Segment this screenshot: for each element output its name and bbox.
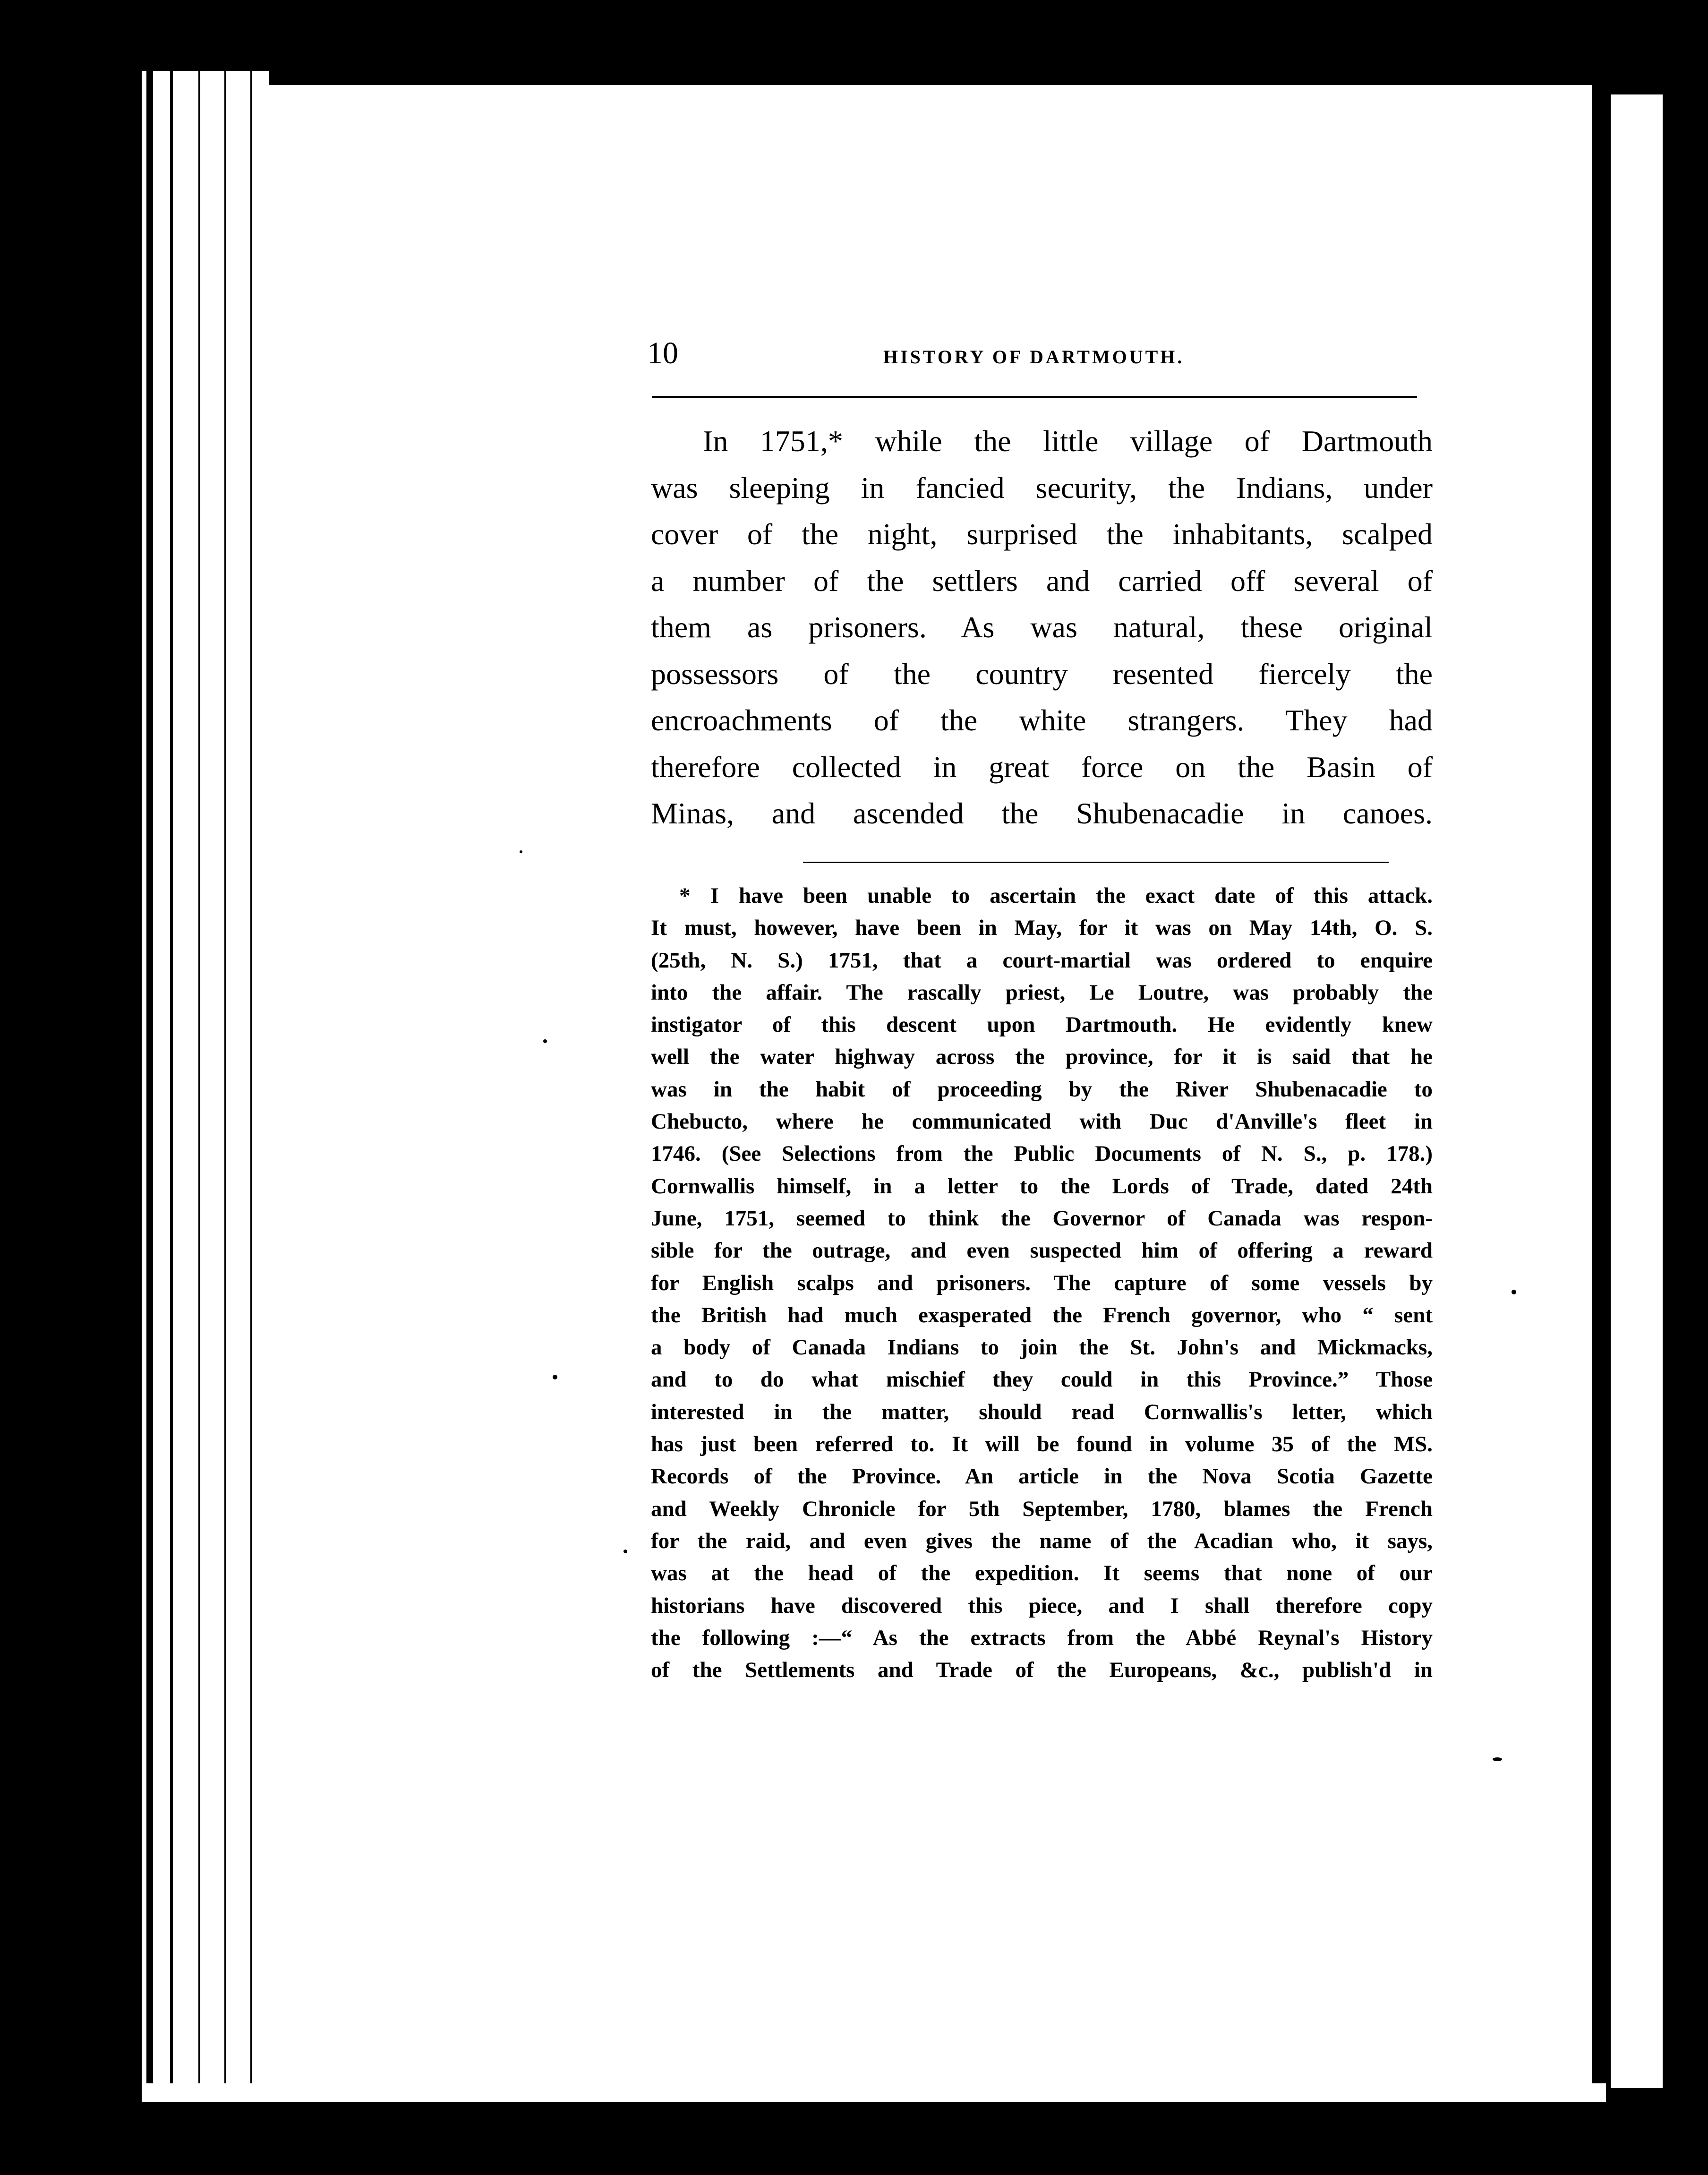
body-line: therefore collected in great force on the Basin of (651, 750, 1433, 784)
gutter-edge-line (198, 71, 200, 2098)
gutter-edge-line (224, 71, 226, 2098)
gutter-edge-line (250, 71, 252, 2098)
body-paragraph (651, 418, 1433, 837)
body-line: possessors of the country resented fiercely the (651, 657, 1433, 691)
footnote-line: It must, however, have been in May, for it was on May 14th, O. S. (651, 916, 1433, 941)
footnote-line: and to do what mischief they could in this Province.” Those (651, 1367, 1433, 1392)
footnote-line: sible for the outrage, and even suspected him of offering a reward (651, 1238, 1433, 1263)
gutter-edge-line (146, 71, 153, 2098)
footnote-line: for English scalps and prisoners. The capture of some vessels by (651, 1270, 1433, 1295)
scan-speck (553, 1375, 557, 1379)
footnote-line: into the affair. The rascally priest, Le Loutre, was probably the (651, 980, 1433, 1005)
footnote-line: was in the habit of proceeding by the River Shubenacadie to (651, 1077, 1433, 1102)
body-line: cover of the night, surprised the inhabitants, scalped (651, 517, 1433, 551)
running-title: HISTORY OF DARTMOUTH. (883, 346, 1185, 368)
scan-speck (520, 850, 522, 853)
footnote (651, 880, 1433, 1686)
header-rule (652, 396, 1417, 398)
footnote-line: instigator of this descent upon Dartmouth. He evidently knew (651, 1012, 1433, 1037)
footnote-line: well the water highway across the province, for it is said that he (651, 1045, 1433, 1070)
page-bottom-edge (142, 2083, 1606, 2102)
scan-speck (1512, 1290, 1516, 1294)
running-head (647, 334, 1426, 377)
footnote-line: a body of Canada Indians to join the St. John's and Mickmacks, (651, 1335, 1433, 1360)
footnote-line: has just been referred to. It will be found in volume 35 of the MS. (651, 1432, 1433, 1457)
footnote-line: interested in the matter, should read Cornwallis's letter, which (651, 1399, 1433, 1424)
scan-speck (1493, 1757, 1502, 1761)
footnote-line: (25th, N. S.) 1751, that a court-martial was ordered to enquire (651, 948, 1433, 973)
scan-speck (623, 1550, 627, 1553)
footnote-line: for the raid, and even gives the name of the Acadian who, it says, (651, 1528, 1433, 1553)
footnote-rule (803, 862, 1389, 863)
scan-speck (543, 1039, 547, 1043)
footnote-line: and Weekly Chronicle for 5th September, 1780, blames the French (651, 1496, 1433, 1521)
footnote-line: the British had much exasperated the French governor, who “ sent (651, 1302, 1433, 1327)
footnote-line: 1746. (See Selections from the Public Documents of N. S., p. 178.) (651, 1141, 1433, 1166)
body-line: was sleeping in fancied security, the Indians, under (651, 471, 1433, 505)
footnote-line: was at the head of the expedition. It seems that none of our (651, 1561, 1433, 1586)
footnote-line: June, 1751, seemed to think the Governor of Canada was respon- (651, 1206, 1433, 1231)
page-number: 10 (647, 336, 678, 370)
footnote-line: Records of the Province. An article in the Nova Scotia Gazette (651, 1464, 1433, 1489)
body-line: Minas, and ascended the Shubenacadie in canoes. (651, 796, 1433, 830)
gutter-edge-line (170, 71, 173, 2098)
body-line: In 1751,* while the little village of Dartmouth (703, 424, 1433, 458)
body-line: encroachments of the white strangers. They had (651, 703, 1433, 737)
page-right-edge (1611, 94, 1663, 2088)
footnote-line: * I have been unable to ascertain the exact date of this attack. (679, 883, 1433, 908)
footnote-line: Cornwallis himself, in a letter to the Lords of Trade, dated 24th (651, 1173, 1433, 1199)
book-gutter (142, 71, 269, 2098)
footnote-line: of the Settlements and Trade of the Europeans, &c., publish'd in (651, 1658, 1433, 1683)
body-line: a number of the settlers and carried off several of (651, 564, 1433, 598)
body-line: them as prisoners. As was natural, these original (651, 610, 1433, 644)
footnote-line: Chebucto, where he communicated with Duc d'Anville's fleet in (651, 1109, 1433, 1134)
footnote-line: the following :—“ As the extracts from the Abbé Reynal's History (651, 1625, 1433, 1650)
footnote-line: historians have discovered this piece, and I shall therefore copy (651, 1593, 1433, 1618)
